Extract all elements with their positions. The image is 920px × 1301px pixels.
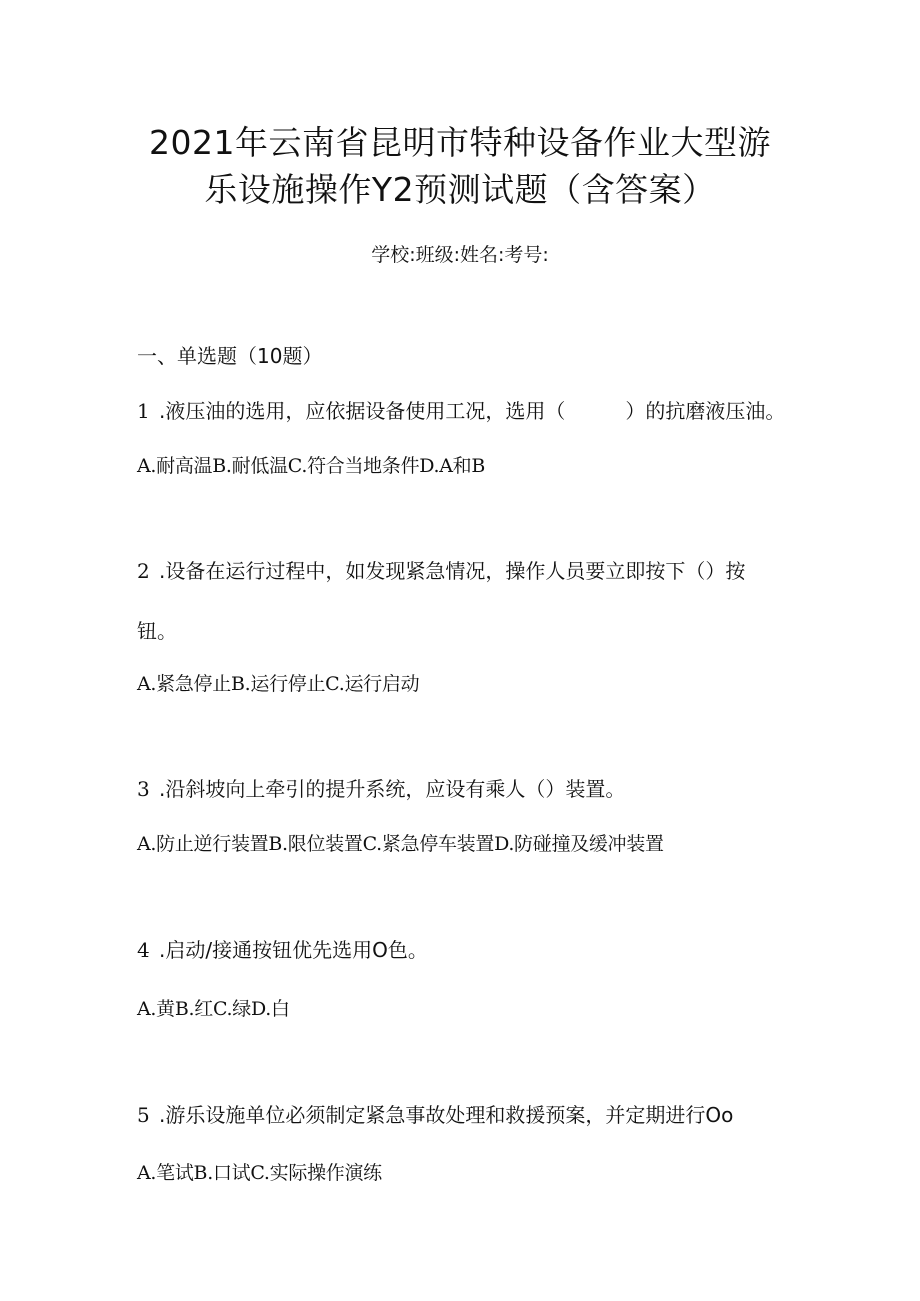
- question-text: .启动/接通按钮优先选用O色。: [159, 938, 428, 962]
- question-5: [137, 1102, 733, 1128]
- question-text: .设备在运行过程中，如发现紧急情况，操作人员要立即按下（）按: [159, 559, 746, 583]
- question-1: [137, 398, 785, 424]
- question-text: .液压油的选用，应依据设备使用工况，选用（ ）的抗磨液压油。: [159, 399, 786, 423]
- question-number: 2: [137, 559, 150, 583]
- question-text: .游乐设施单位必须制定紧急事故处理和救援预案，并定期进行Oo: [159, 1103, 734, 1127]
- question-4-options: A.黄B.红C.绿D.白: [137, 998, 290, 1020]
- question-number: 4: [137, 938, 150, 962]
- document-title-line-1: 2021年云南省昆明市特种设备作业大型游: [149, 123, 771, 162]
- question-1-options: A.耐高温B.耐低温C.符合当地条件D.A和B: [137, 455, 486, 477]
- question-5-options: A.笔试B.口试C.实际操作演练: [137, 1162, 382, 1184]
- question-3: [137, 776, 625, 802]
- document-title-line-2: 乐设施操作Y2预测试题（含答案）: [204, 170, 716, 209]
- question-text: .沿斜坡向上牵引的提升系统，应设有乘人（）装置。: [159, 777, 626, 801]
- question-3-options: A.防止逆行装置B.限位装置C.紧急停车装置D.防碰撞及缓冲装置: [137, 833, 664, 855]
- question-number: 1: [137, 399, 150, 423]
- section-heading: 一、单选题（10题）: [137, 344, 323, 368]
- question-2: [137, 558, 745, 584]
- question-number: 3: [137, 777, 150, 801]
- question-2-text-continued: 钮。: [137, 619, 177, 643]
- question-number: 5: [137, 1103, 150, 1127]
- student-info-line: 学校:班级:姓名:考号:: [371, 244, 549, 266]
- question-2-options: A.紧急停止B.运行停止C.运行启动: [137, 673, 420, 695]
- question-4: [137, 937, 428, 963]
